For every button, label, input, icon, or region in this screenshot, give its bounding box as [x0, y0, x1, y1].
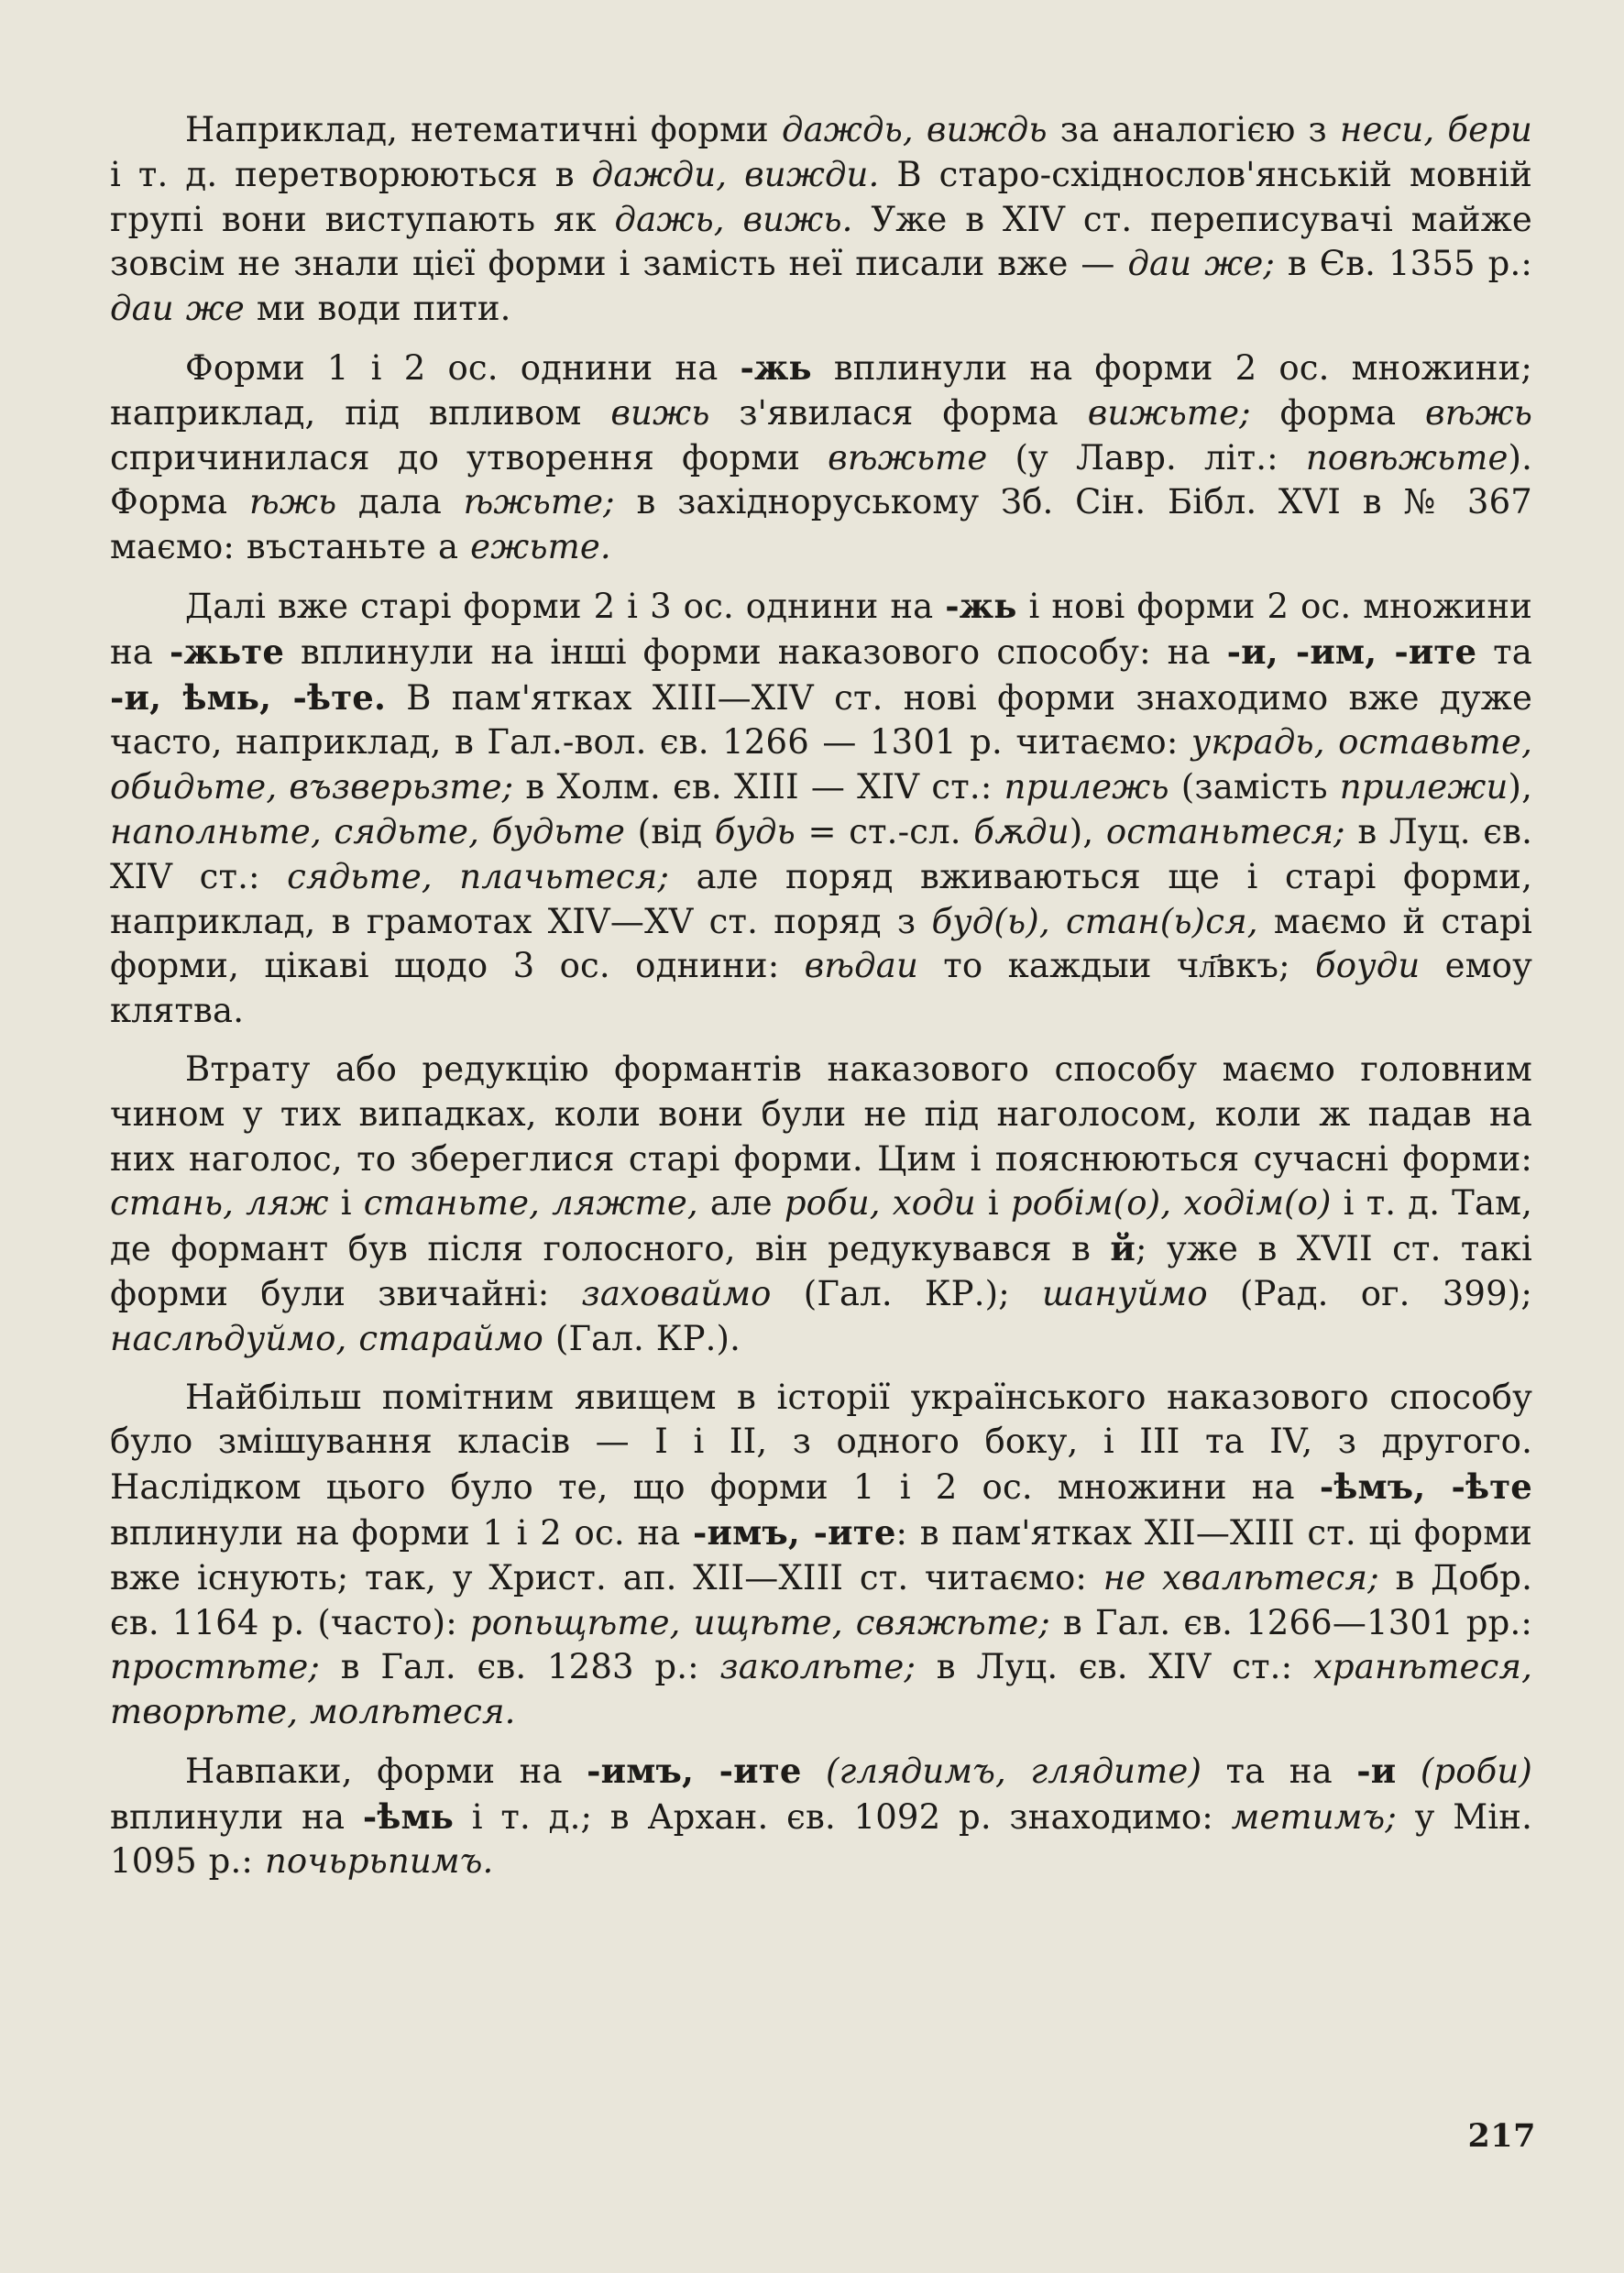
text-segment: вѣжьте: [828, 437, 988, 478]
text-segment: -жь: [945, 585, 1017, 626]
text-segment: але: [697, 1183, 785, 1224]
paragraph: [110, 1376, 1532, 1735]
text-segment: спричинилася до утворення форми: [110, 437, 828, 478]
paragraph: [110, 584, 1532, 1034]
text-segment: Навпаки, форми на: [185, 1751, 587, 1791]
text-segment: ми води пити.: [244, 289, 511, 329]
text-segment: в Холм. єв. XIII — XIV ст.:: [513, 767, 1004, 807]
text-segment: ),: [1508, 767, 1532, 807]
text-segment: боуди: [1315, 946, 1421, 986]
text-segment: й: [1110, 1228, 1136, 1269]
text-segment: не хвалѣтеся;: [1103, 1557, 1379, 1598]
text-segment: (Рад. ог. 399);: [1207, 1273, 1533, 1313]
text-segment: в Луц. єв. XIV ст.:: [110, 811, 1532, 896]
text-segment: заховаймо: [581, 1273, 772, 1313]
text-segment: в Добр. єв. 1164 р. (часто):: [110, 1557, 1532, 1642]
text-segment: (Гал. КР.);: [771, 1273, 1042, 1313]
text-segment: з'явилася форма: [709, 392, 1088, 433]
text-segment: : в пам'ятках XII—XIII ст. ці форми вже існують; так, у Христ. ап. XII—XIII ст. читаємо:: [110, 1512, 1532, 1598]
text-segment: В старо-східнослов'янській мовній групі вони виступають як: [110, 154, 1532, 239]
text-segment: у Мін. 1095 р.:: [110, 1796, 1532, 1882]
text-segment: і т. д.; в Архан. єв. 1092 р. знаходимо:: [454, 1796, 1232, 1837]
text-segment: в Єв. 1355 р.:: [1274, 244, 1532, 284]
text-segment: Форми 1 і 2 ос. однини на: [185, 347, 741, 388]
text-segment: -ѣмъ, -ѣте: [1319, 1466, 1532, 1508]
text-segment: украдь, оставьте, обидьте, възверьзте;: [110, 722, 1532, 807]
text-segment: наполньте, сядьте, будьте: [110, 811, 626, 851]
text-segment: вплинули на форми 2 ос. множини; наприклад, під впливом: [110, 347, 1533, 433]
text-segment: вплинули на інші форми наказового способу: на: [284, 631, 1227, 672]
text-segment: то каждыи чл҃вкъ;: [917, 946, 1316, 986]
text-segment: в Гал. єв. 1266—1301 рр.:: [1049, 1602, 1532, 1642]
text-segment: -ѣмь: [362, 1795, 455, 1837]
text-segment: вижь: [610, 392, 710, 433]
text-segment: простѣте;: [110, 1647, 321, 1687]
text-segment: емоу клятва.: [110, 946, 1532, 1031]
text-segment: і т. д. перетворюються в: [110, 154, 592, 194]
text-segment: та: [1476, 631, 1532, 672]
text-segment: Наприклад, нетематичні форми: [185, 110, 782, 149]
text-segment: прилежь: [1004, 767, 1169, 807]
text-segment: буд(ь), стан(ь)ся,: [931, 901, 1258, 941]
text-segment: дажди, вижди.: [591, 154, 880, 194]
text-segment: -и: [1356, 1750, 1397, 1791]
text-segment: наслѣдуймо, стараймо: [110, 1318, 543, 1358]
text-segment: повѣжьте: [1305, 437, 1509, 478]
text-segment: даи же;: [1127, 244, 1275, 284]
text-segment: даи же: [110, 289, 245, 329]
text-segment: вплинули на: [110, 1796, 363, 1837]
text-segment: -и, -им, -ите: [1226, 631, 1477, 672]
text-segment: робім(о), ходім(о): [1010, 1183, 1332, 1224]
text-segment: -имъ, -ите: [587, 1750, 802, 1791]
text-segment: маємо й старі форми, цікаві щодо 3 ос. однини:: [110, 901, 1533, 986]
text-segment: заколѣте;: [719, 1647, 916, 1687]
text-segment: за аналогією з: [1047, 110, 1340, 149]
text-segment: вплинули на форми 1 і 2 ос. на: [110, 1512, 693, 1553]
text-segment: -имъ, -ите: [692, 1511, 896, 1553]
text-segment: хранѣтеся, творѣте, молѣтеся.: [110, 1647, 1532, 1732]
text-segment: (від: [625, 811, 715, 851]
text-segment: шануймо: [1041, 1273, 1208, 1313]
text-segment: -и, ѣмь, -ѣте.: [110, 676, 386, 718]
text-segment: (глядимъ, глядите): [826, 1751, 1202, 1791]
paragraph: [110, 1749, 1532, 1884]
text-segment: В пам'ятках XIII—XIV ст. нові форми знаходимо вже дуже часто, наприклад, в Гал.-вол. єв. 1266 — 1301 р. читаємо:: [110, 677, 1532, 763]
text-segment: [1396, 1751, 1420, 1791]
text-segment: ежьте.: [470, 527, 611, 567]
text-segment: (у Лавр. літ.:: [987, 437, 1306, 478]
text-segment: і т. д. Там, де формант був після голосного, він редукувався в: [110, 1183, 1533, 1269]
text-segment: ропьщѣте, ищѣте, свяжѣте;: [469, 1602, 1050, 1642]
text-segment: і нові форми 2 ос. множини на: [110, 586, 1532, 672]
text-segment: і: [975, 1183, 1011, 1224]
text-segment: в Гал. єв. 1283 р.:: [320, 1647, 720, 1687]
text-segment: (замість: [1169, 767, 1340, 807]
text-segment: останьтеся;: [1105, 811, 1345, 851]
text-segment: неси, бери: [1339, 110, 1532, 149]
text-segment: роби, ходи: [784, 1183, 976, 1224]
text-segment: прилежи: [1339, 767, 1509, 807]
text-segment: але поряд вживаються ще і старі форми, наприклад, в грамотах XIV—XV ст. поряд з: [110, 856, 1533, 941]
text-segment: вѣдаи: [804, 946, 918, 986]
text-segment: дажь, вижь.: [614, 199, 853, 239]
text-segment: станьте, ляжте,: [363, 1183, 698, 1224]
text-segment: будь: [714, 811, 796, 851]
text-segment: метимъ;: [1231, 1796, 1397, 1837]
text-segment: почьрьпимъ.: [264, 1841, 494, 1882]
text-segment: = ст.-сл.: [795, 811, 974, 851]
text-segment: ),: [1069, 811, 1106, 851]
text-segment: Уже в XIV ст. переписувачі майже зовсім не знали цієї форми і замість неї писали вже —: [110, 199, 1532, 284]
text-segment: вижьте;: [1087, 392, 1251, 433]
page-text-body: [110, 108, 1532, 2170]
text-segment: в Луц. єв. XIV ст.:: [916, 1647, 1313, 1687]
text-segment: дала: [336, 482, 464, 522]
text-segment: (Гал. КР.).: [543, 1318, 741, 1358]
text-segment: і: [328, 1183, 364, 1224]
text-segment: Далі вже старі форми 2 і 3 ос. однини на: [185, 586, 946, 626]
text-segment: вѣжь: [1425, 392, 1532, 433]
text-segment: Найбільш помітним явищем в історії українського наказового способу було змішування класів — I і II, з одного боку, і III та IV, з другого. Наслідком цього було те, що форми 1 і 2 ос. множини на: [110, 1377, 1532, 1508]
text-segment: стань, ляж: [110, 1183, 329, 1224]
text-segment: ѣжьте;: [463, 482, 615, 522]
text-segment: (роби): [1420, 1751, 1532, 1791]
text-segment: ). Форма: [110, 437, 1532, 522]
text-segment: [802, 1751, 826, 1791]
text-segment: та на: [1202, 1751, 1357, 1791]
paragraph: [110, 346, 1532, 570]
text-segment: сядьте, плачьтеся;: [287, 856, 670, 896]
text-segment: Втрату або редукцію формантів наказового способу маємо головним чином у тих випадках, коли вони були не під наголосом, коли ж падав на них наголос, то збереглися старі форми. Цим і пояснюються сучасні форми:: [110, 1049, 1532, 1179]
paragraph: [110, 1048, 1532, 1362]
text-segment: ѣжь: [248, 482, 337, 522]
text-segment: -жь: [740, 346, 812, 388]
text-segment: в західноруському Зб. Сін. Бібл. XVI в № 367 маємо: въстаньте а: [110, 482, 1532, 567]
paragraph: [110, 108, 1532, 332]
text-segment: даждь, виждь: [781, 110, 1048, 149]
text-segment: бѫди: [973, 811, 1070, 851]
text-segment: ; уже в XVII ст. такі форми були звичайні:: [110, 1229, 1532, 1313]
text-segment: -жьте: [169, 631, 285, 672]
text-segment: форма: [1250, 392, 1426, 433]
page-number: 217: [1467, 2117, 1536, 2155]
